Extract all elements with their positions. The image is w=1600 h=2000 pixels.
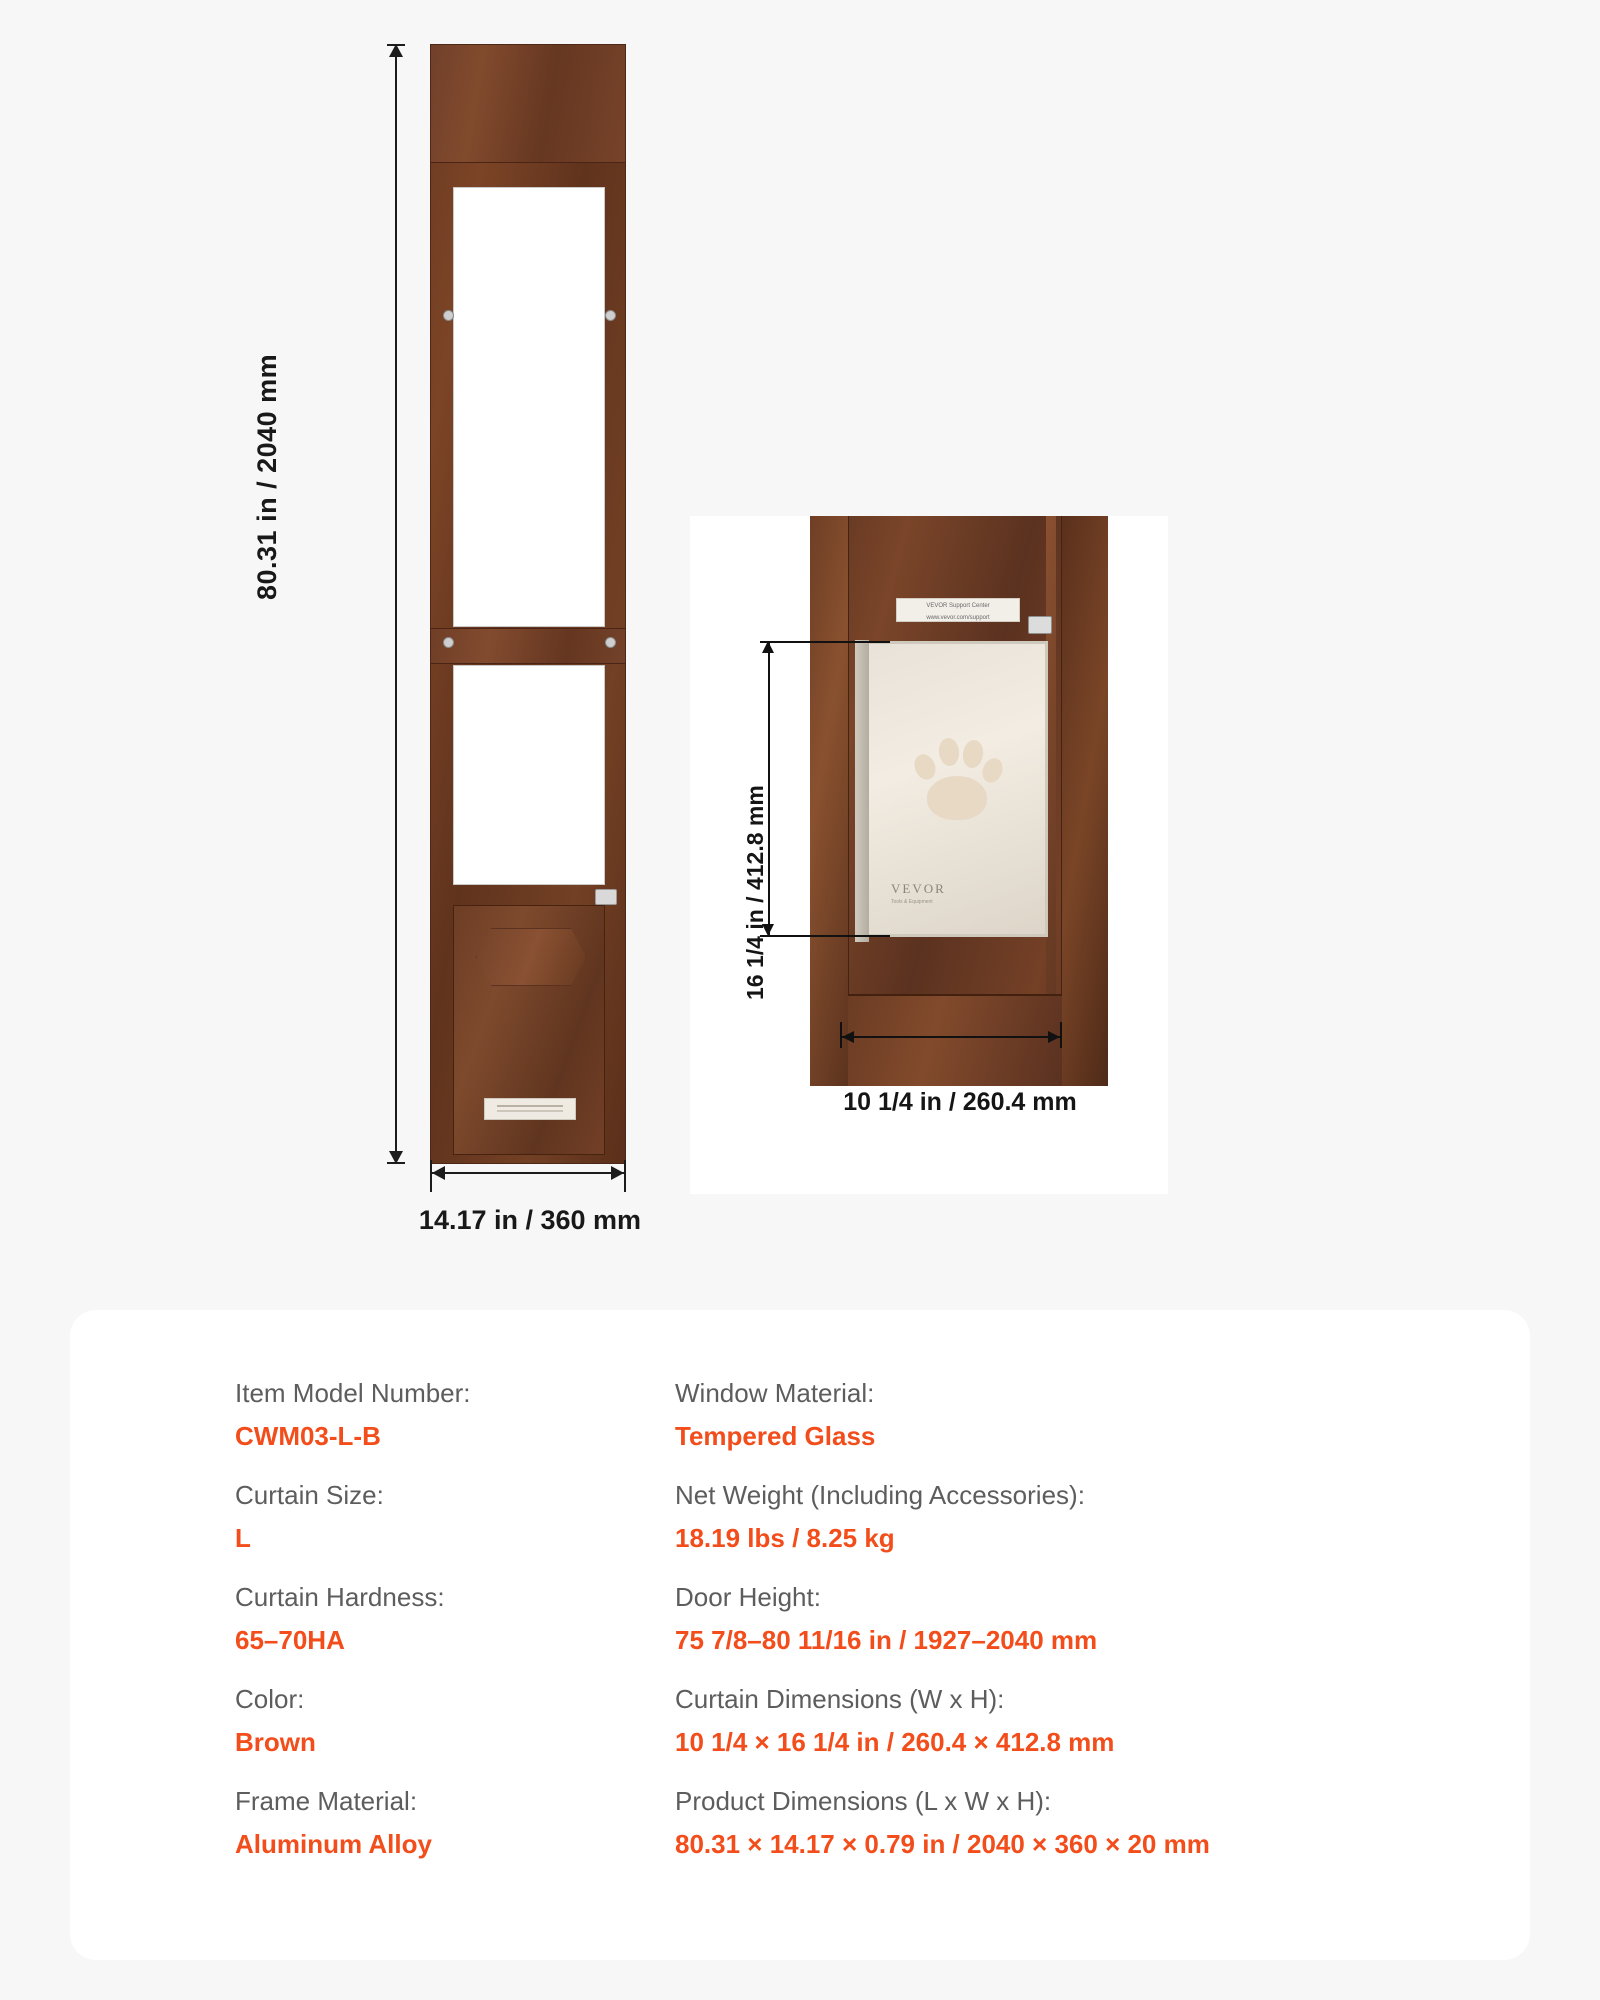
width-dimension-line (430, 1172, 626, 1174)
spec-value: 10 1/4 × 16 1/4 in / 260.4 × 412.8 mm (675, 1726, 1115, 1757)
spec-value: 18.19 lbs / 8.25 kg (675, 1522, 895, 1553)
height-arrow-bottom-icon (389, 1151, 403, 1164)
spec-label: Curtain Dimensions (W x H): (675, 1684, 1005, 1714)
spec-label: Net Weight (Including Accessories): (675, 1480, 1085, 1510)
spec-label: Curtain Size: (235, 1480, 384, 1510)
spec-value: 65–70HA (235, 1624, 345, 1655)
spec-label: Frame Material: (235, 1786, 418, 1816)
spec-label: Door Height: (675, 1582, 821, 1612)
screw-icon (443, 310, 454, 321)
spec-value: 75 7/8–80 11/16 in / 1927–2040 mm (675, 1624, 1098, 1655)
spec-value: Tempered Glass (675, 1420, 876, 1451)
flap-height-extension-top (760, 641, 890, 643)
spec-item-model-number (235, 1350, 675, 1452)
spec-window-material (675, 1350, 1515, 1452)
flap-height-arrow-top-icon (762, 641, 774, 653)
full-door-illustration (370, 44, 630, 1164)
spec-net-weight (675, 1452, 1515, 1554)
spec-curtain-hardness (235, 1554, 675, 1656)
photo-frame-left-rail (810, 516, 849, 1086)
door-top-panel (431, 45, 625, 163)
screw-icon (605, 310, 616, 321)
door-frame (430, 44, 626, 1164)
brand-name: VEVOR (891, 881, 946, 896)
flap-width-arrow-right-icon (1048, 1031, 1060, 1043)
lower-glass-pane (453, 665, 605, 885)
width-arrow-left-icon (432, 1166, 445, 1180)
spec-frame-material (235, 1758, 675, 1860)
specification-grid (235, 1350, 1515, 1860)
flap-width-dimension-line (840, 1036, 1062, 1038)
flap-width-dimension-label: 10 1/4 in / 260.4 mm (843, 1088, 1077, 1116)
spec-label: Window Material: (675, 1378, 875, 1408)
flap-width-extension-right (1060, 1022, 1062, 1048)
width-arrow-right-icon (611, 1166, 624, 1180)
flap-height-dimension-label: 16 1/4 in / 412.8 mm (742, 785, 768, 1000)
spec-label: Product Dimensions (L x W x H): (675, 1786, 1052, 1816)
specification-card (70, 1310, 1530, 1960)
photo-bottom-rail (848, 994, 1062, 1086)
height-dimension-label: 80.31 in / 2040 mm (252, 353, 282, 600)
pet-flap-panel (453, 905, 605, 1155)
spec-label: Curtain Hardness: (235, 1582, 445, 1612)
spec-value: 80.31 × 14.17 × 0.79 in / 2040 × 360 × 20 mm (675, 1828, 1210, 1859)
photo-sticker-line1: VEVOR Support Center (926, 603, 990, 609)
flap-window (866, 641, 1048, 937)
photo-latch (1028, 616, 1052, 634)
flap-sticker (484, 1098, 576, 1120)
photo-sticker-line2: www.vevor.com/support (926, 615, 990, 621)
flap-latch (595, 889, 617, 905)
flap-height-extension-bottom (760, 935, 890, 937)
width-dimension-label: 14.17 in / 360 mm (418, 1205, 642, 1235)
screw-icon (605, 637, 616, 648)
height-arrow-top-icon (389, 44, 403, 57)
photo-support-sticker (896, 598, 1020, 622)
flap-width-arrow-left-icon (842, 1031, 854, 1043)
spec-door-height (675, 1554, 1515, 1656)
brand-subtitle: Tools & Equipment (891, 899, 933, 905)
spec-curtain-dimensions (675, 1656, 1515, 1758)
upper-glass-pane (453, 187, 605, 627)
spec-curtain-size (235, 1452, 675, 1554)
spec-label: Item Model Number: (235, 1378, 471, 1408)
spec-value: Aluminum Alloy (235, 1828, 432, 1859)
spec-value: L (235, 1522, 251, 1553)
flap-hex-emboss (476, 928, 586, 986)
spec-color (235, 1656, 675, 1758)
spec-label: Color: (235, 1684, 305, 1714)
spec-product-dimensions (675, 1758, 1515, 1860)
photo-frame-right-rail (1061, 516, 1108, 1086)
flap-photo (810, 516, 1108, 1086)
screw-icon (443, 637, 454, 648)
paw-print-icon (909, 732, 1005, 822)
height-dimension-line (395, 44, 397, 1164)
brand-mark (891, 881, 1011, 906)
middle-rail (431, 628, 625, 664)
spec-value: Brown (235, 1726, 316, 1757)
spec-value: CWM03-L-B (235, 1420, 381, 1451)
